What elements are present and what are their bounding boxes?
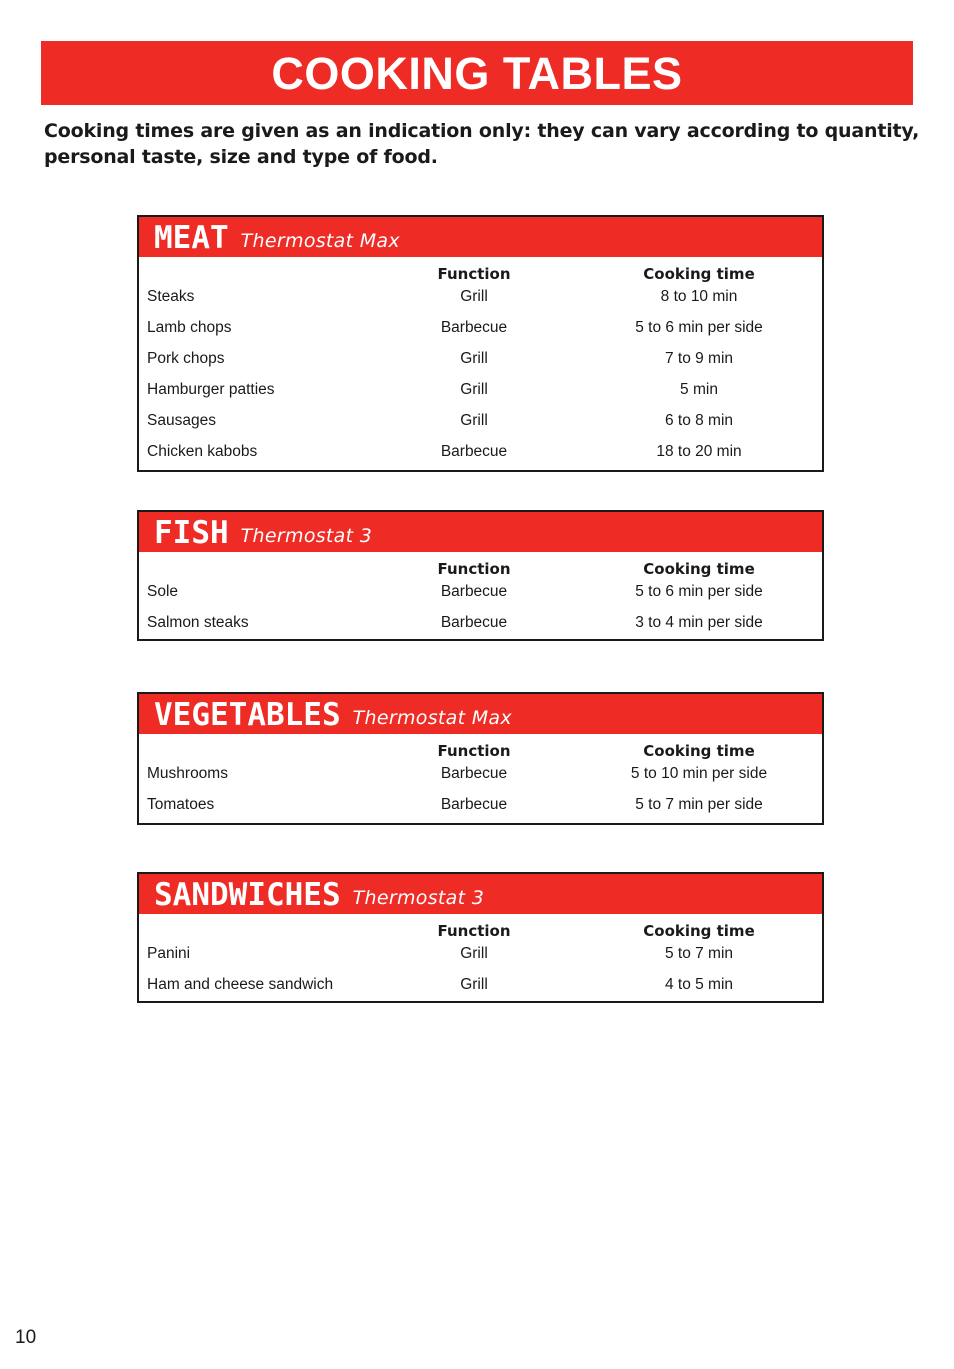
table-row xyxy=(139,764,822,795)
section-vegetables xyxy=(137,692,824,825)
cooking-time: 5 to 6 min per side xyxy=(635,319,763,336)
header-function: Function xyxy=(437,742,511,760)
section-title: SANDWICHES xyxy=(154,877,341,913)
section-header xyxy=(139,217,822,257)
food-name: Lamb chops xyxy=(147,319,232,336)
section-header xyxy=(139,874,822,914)
page-title: COOKING TABLES xyxy=(271,47,683,99)
cooking-function: Grill xyxy=(460,350,488,367)
cooking-time: 4 to 5 min xyxy=(664,976,734,993)
food-name: Sausages xyxy=(147,412,216,429)
header-cooking-time: Cooking time xyxy=(643,742,755,760)
header-function: Function xyxy=(437,922,511,940)
section-header xyxy=(139,512,822,552)
cooking-time: 5 to 6 min per side xyxy=(635,583,763,600)
table-row xyxy=(139,442,822,470)
table-row xyxy=(139,582,822,613)
header-cooking-time: Cooking time xyxy=(643,922,755,940)
food-name: Salmon steaks xyxy=(147,614,249,631)
cooking-function: Barbecue xyxy=(440,583,508,600)
header-function: Function xyxy=(437,560,511,578)
column-headers xyxy=(139,920,822,944)
title-banner xyxy=(41,41,913,105)
section-meat xyxy=(137,215,824,472)
table-rows xyxy=(139,582,822,639)
cooking-time: 18 to 20 min xyxy=(656,443,742,460)
cooking-function: Grill xyxy=(460,381,488,398)
cooking-function: Grill xyxy=(460,288,488,305)
table-row xyxy=(139,613,822,639)
table-rows xyxy=(139,764,822,823)
section-thermostat: Thermostat Max xyxy=(240,230,400,252)
food-name: Pork chops xyxy=(147,350,225,367)
table-row xyxy=(139,349,822,380)
cooking-function: Grill xyxy=(460,945,488,962)
cooking-function: Grill xyxy=(460,412,488,429)
food-name: Panini xyxy=(147,945,191,962)
table-row xyxy=(139,318,822,349)
food-name: Steaks xyxy=(147,288,195,305)
food-name: Sole xyxy=(147,583,179,600)
table-row xyxy=(139,975,822,1001)
header-cooking-time: Cooking time xyxy=(643,265,755,283)
intro-text: Cooking times are given as an indication only: they can vary according to quantity, personal taste, size and type of food. xyxy=(44,120,920,168)
food-name: Mushrooms xyxy=(147,765,228,782)
cooking-time: 5 to 7 min per side xyxy=(635,796,763,813)
section-thermostat: Thermostat 3 xyxy=(352,887,485,909)
cooking-time: 3 to 4 min per side xyxy=(635,614,763,631)
page-number: 10 xyxy=(15,1327,37,1348)
table-row xyxy=(139,287,822,318)
column-headers xyxy=(139,558,822,582)
cooking-time: 5 min xyxy=(680,381,718,398)
cooking-function: Barbecue xyxy=(440,319,508,336)
section-thermostat: Thermostat 3 xyxy=(240,525,373,547)
food-name: Ham and cheese sandwich xyxy=(147,976,334,993)
section-title: FISH xyxy=(154,515,229,551)
section-sandwiches xyxy=(137,872,824,1003)
section-thermostat: Thermostat Max xyxy=(352,707,512,729)
table-row xyxy=(139,944,822,975)
food-name: Hamburger patties xyxy=(147,381,275,398)
food-name: Chicken kabobs xyxy=(147,443,258,460)
header-cooking-time: Cooking time xyxy=(643,560,755,578)
table-rows xyxy=(139,287,822,470)
cooking-time: 7 to 9 min xyxy=(664,350,734,367)
column-headers xyxy=(139,263,822,287)
cooking-time: 5 to 10 min per side xyxy=(630,765,768,782)
table-row xyxy=(139,411,822,442)
header-function: Function xyxy=(437,265,511,283)
table-row xyxy=(139,795,822,823)
section-fish xyxy=(137,510,824,641)
table-rows xyxy=(139,944,822,1001)
cooking-function: Grill xyxy=(460,976,488,993)
cooking-time: 6 to 8 min xyxy=(664,412,734,429)
cooking-time: 5 to 7 min xyxy=(664,945,734,962)
cooking-time: 8 to 10 min xyxy=(660,288,738,305)
food-name: Tomatoes xyxy=(147,796,215,813)
column-headers xyxy=(139,740,822,764)
table-row xyxy=(139,380,822,411)
cooking-function: Barbecue xyxy=(440,765,508,782)
cooking-function: Barbecue xyxy=(440,796,508,813)
section-title: VEGETABLES xyxy=(154,697,341,733)
cooking-function: Barbecue xyxy=(440,443,508,460)
section-title: MEAT xyxy=(154,220,229,256)
section-header xyxy=(139,694,822,734)
cooking-function: Barbecue xyxy=(440,614,508,631)
